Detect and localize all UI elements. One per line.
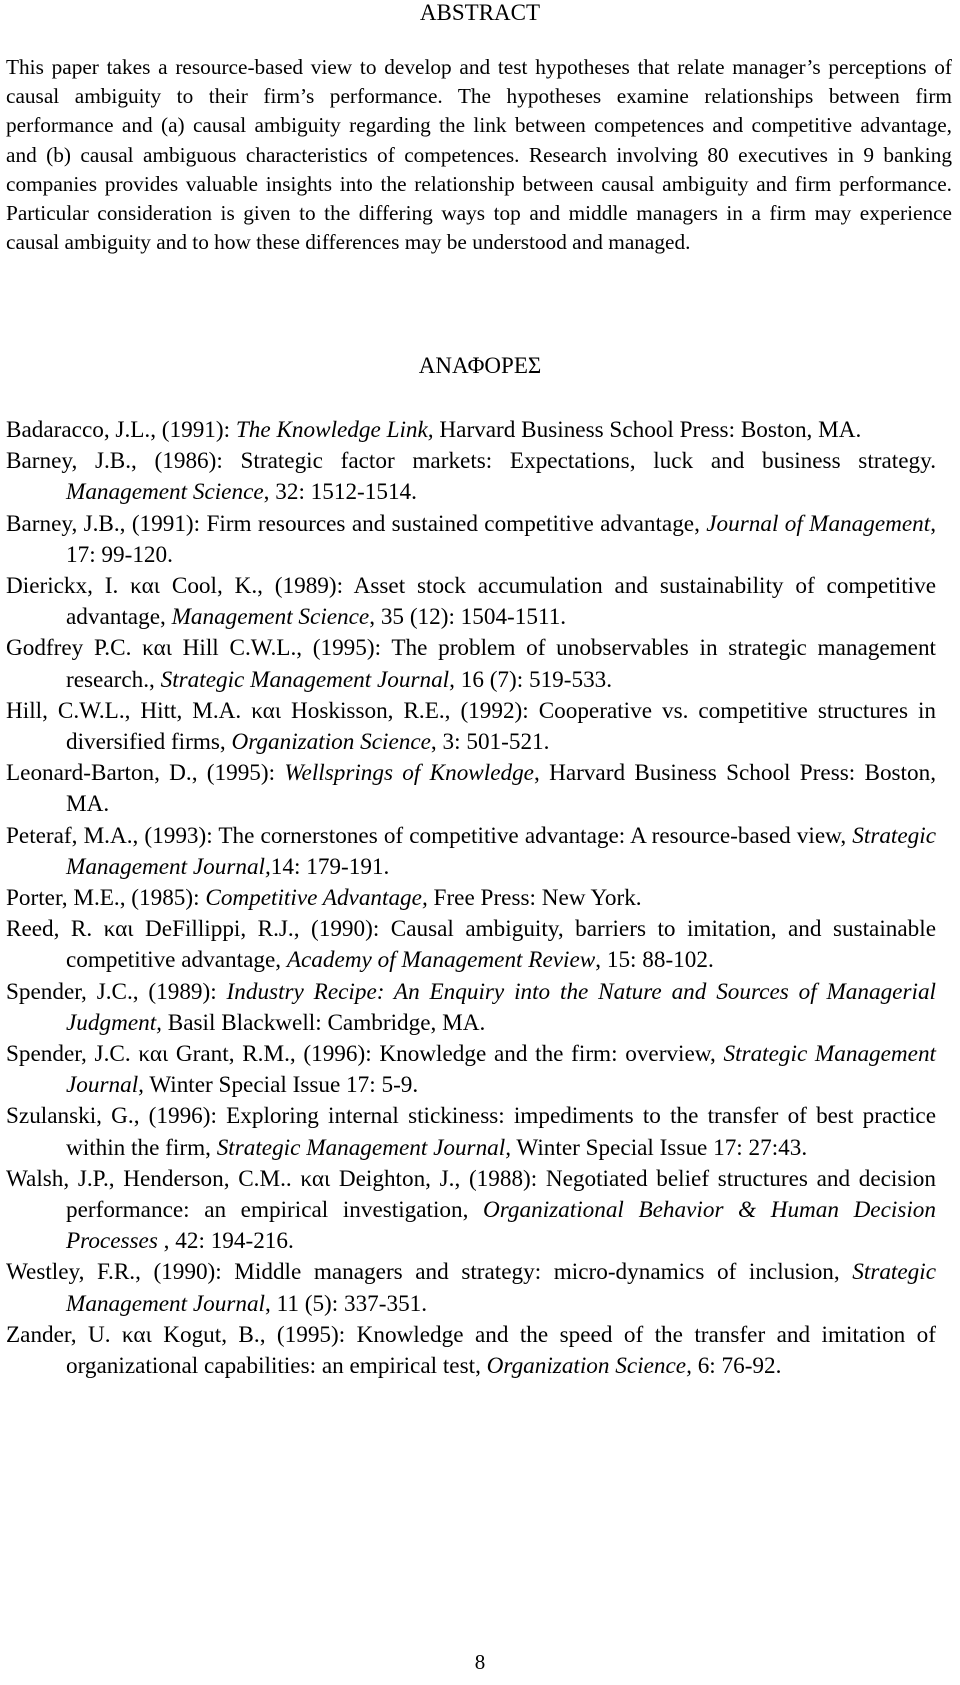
reference-text-tail: Winter Special Issue 17: 5-9. [143, 1072, 419, 1099]
reference-entry [6, 914, 936, 976]
reference-title-italic: Strategic Management Journal, [66, 822, 936, 880]
reference-entry [6, 758, 936, 820]
reference-text-lead: Szulanski, G., (1996): Exploring internal stickiness: impediments to the transfer of best practice within the firm, [6, 1103, 936, 1161]
reference-text-lead: Spender, J.C., (1989): [6, 978, 227, 1005]
reference-text-lead: Zander, U. και Kogut, B., (1995): Knowledge and the speed of the transfer and imitation of organizational capabilities: an empirical test, [6, 1321, 936, 1380]
reference-entry [6, 1039, 936, 1101]
reference-title-italic: Organizational Behavior & Human Decision Processes [66, 1197, 936, 1255]
reference-title-italic: Organization Science, [486, 1353, 692, 1380]
reference-entry [6, 696, 936, 758]
reference-text-lead: Peteraf, M.A., (1993): The cornerstones of competitive advantage: A resource-based view, [6, 822, 853, 849]
reference-entry [6, 446, 936, 508]
reference-title-italic: Strategic Management Journal, [66, 1041, 936, 1099]
reference-text-tail: 16 (7): 519-533. [454, 666, 613, 693]
reference-title-italic: Strategic Management Journal, [160, 666, 455, 693]
reference-text-tail: , 15: 88-102. [595, 947, 714, 974]
reference-text-tail: Harvard Business School Press: Boston, MA. [433, 417, 862, 443]
abstract-heading: ABSTRACT [419, 0, 541, 25]
reference-text-lead: Barney, J.B., (1991): Firm resources and sustained competitive advantage, [6, 510, 707, 537]
reference-text-tail: 14: 179-191. [270, 853, 390, 880]
reference-text-lead: Spender, J.C. και Grant, R.M., (1996): Knowledge and the firm: overview, [6, 1041, 724, 1068]
reference-text-tail: , 3: 501-521. [430, 729, 550, 756]
reference-title-italic: The Knowledge Link, [235, 417, 434, 443]
abstract-paragraph: This paper takes a resource-based view to develop and test hypotheses that relate manager’s perceptions of causal ambiguity to their firm’s performance. The hypotheses examine relationships between firm performance and (a) causal ambiguity regarding the link between competences and competitive advantage, and (b) causal ambiguous characteristics of competences. Research involving 80 executives in 9 banking companies provides valuable insights into the relationship between causal ambiguity and firm performance. Particular consideration is given to the differing ways top and middle managers in a firm may experience causal ambiguity and to how these differences may be understood and managed. [6, 55, 952, 255]
reference-entry [6, 977, 936, 1039]
reference-text-tail: Winter Special Issue 17: 27:43. [511, 1134, 808, 1161]
reference-title-italic: Organization Science [231, 729, 431, 756]
reference-text-tail: 6: 76-92. [691, 1353, 782, 1380]
reference-text-lead: Dierickx, I. και Cool, K., (1989): Asset stock accumulation and sustainability of competitive advantage, [6, 573, 936, 631]
references-list [6, 415, 936, 1382]
reference-title-italic: Industry Recipe: An Enquiry into the Nature and Sources of Managerial Judgment, [66, 978, 936, 1036]
reference-text-tail: Free Press: New York. [427, 885, 642, 912]
reference-text-tail: , 35 (12): 1504-1511. [369, 604, 567, 631]
reference-text-lead: Porter, M.E., (1985): [6, 885, 206, 912]
reference-title-italic: Competitive Advantage, [205, 885, 428, 912]
reference-text-tail: , 11 (5): 337-351. [265, 1290, 428, 1317]
references-heading: ΑΝΑΦΟΡΕΣ [418, 353, 542, 378]
reference-title-italic: Wellsprings of Knowledge [284, 760, 534, 787]
reference-text-lead: Godfrey P.C. και Hill C.W.L., (1995): The problem of unobservables in strategic management research., [6, 635, 936, 693]
reference-entry [6, 509, 936, 571]
reference-title-italic: Management Science [66, 479, 264, 506]
reference-text-lead: Hill, C.W.L., Hitt, M.A. και Hoskisson, R.E., (1992): Cooperative vs. competitive structures in diversified firms, [6, 697, 936, 756]
reference-entry [6, 633, 936, 695]
reference-entry [6, 571, 936, 633]
reference-text-tail: Basil Blackwell: Cambridge, MA. [161, 1009, 486, 1036]
reference-entry [6, 1320, 936, 1382]
reference-text-tail: , 17: 99-120. [66, 510, 936, 568]
reference-title-italic: Strategic Management Journal [66, 1259, 936, 1317]
reference-title-italic: Strategic Management Journal, [216, 1134, 511, 1161]
page-number: 8 [474, 1650, 486, 1674]
reference-text-lead: Leonard-Barton, D., (1995): [6, 760, 285, 787]
reference-text-lead: Walsh, J.P., Henderson, C.M.. και Deighton, J., (1988): Negotiated belief structures and decision performance: an empirical investigation, [6, 1165, 936, 1224]
reference-text-lead: Westley, F.R., (1990): Middle managers and strategy: micro-dynamics of inclusion, [6, 1259, 853, 1286]
reference-entry [6, 821, 936, 883]
reference-text-lead: Badaracco, J.L., (1991): [6, 417, 236, 443]
reference-text-lead: Barney, J.B., (1986): Strategic factor markets: Expectations, luck and business strategy. [6, 448, 936, 475]
reference-title-italic: Journal of Management [706, 510, 931, 537]
reference-title-italic: Management Science [171, 604, 370, 631]
reference-text-tail: , 32: 1512-1514. [263, 479, 417, 506]
reference-entry [6, 883, 936, 914]
reference-text-tail: , 42: 194-216. [157, 1228, 294, 1255]
reference-entry [6, 1101, 936, 1163]
reference-entry [6, 415, 936, 446]
reference-entry [6, 1257, 936, 1319]
reference-text-lead: Reed, R. και DeFillippi, R.J., (1990): Causal ambiguity, barriers to imitation, and sustainable competitive advantage, [6, 916, 936, 974]
reference-title-italic: Academy of Management Review [286, 947, 596, 974]
reference-entry [6, 1164, 936, 1258]
reference-text-tail: , Harvard Business School Press: Boston, MA. [66, 760, 936, 818]
